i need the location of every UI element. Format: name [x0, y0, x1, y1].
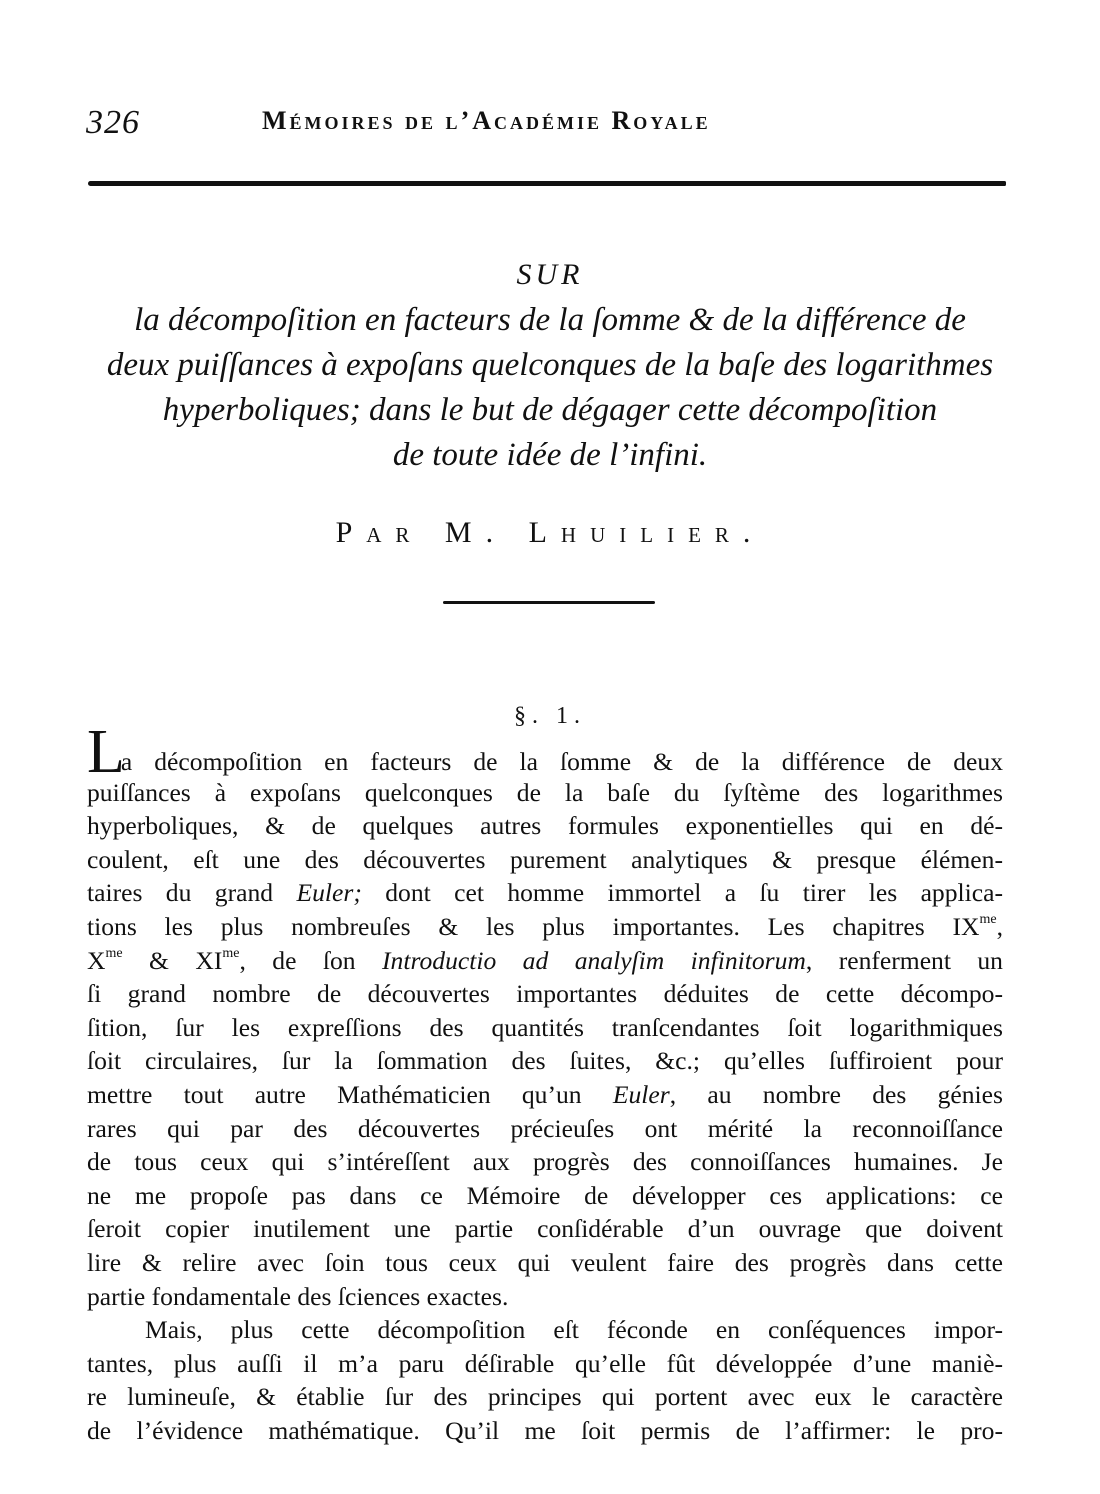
- superscript: me: [105, 945, 123, 961]
- body-line: [87, 776, 1003, 810]
- running-head: [86, 100, 1026, 144]
- title-prefix: SUR: [516, 258, 584, 291]
- text-segment: ,: [996, 911, 1003, 941]
- body-line: [87, 1044, 1003, 1078]
- body-line: [87, 718, 1003, 786]
- text-segment: mettre tout autre Mathématicien qu’un: [87, 1079, 613, 1109]
- text-segment: coulent, eſt une des découvertes purement analytiques & presque élémen-: [87, 844, 1003, 874]
- text-segment: , au nombre des génies: [669, 1079, 1003, 1109]
- text-segment: ſi grand nombre de découvertes importantes déduites de cette décompo-: [87, 979, 1003, 1009]
- running-head-title: Mémoires de l’Académie Royale: [262, 106, 711, 135]
- body-line: [87, 1246, 1003, 1280]
- text-segment: ſoit circulaires, ſur la ſommation des ſuites, &c.; qu’elles ſuffiroient pour: [87, 1046, 1003, 1076]
- author-byline: Par M. Lhuilier.: [335, 516, 765, 549]
- body-line: [87, 1011, 1003, 1045]
- superscript: me: [222, 945, 240, 961]
- body-line: [87, 1313, 1003, 1347]
- text-segment: taires du grand: [87, 878, 297, 908]
- drop-cap: L: [87, 718, 125, 786]
- page-number: 326: [86, 104, 140, 141]
- title-line: deux puiſſances à expoſans quelconques de la baſe des logarithmes: [106, 347, 994, 383]
- text-segment: rares qui par des découvertes précieuſes ont mérité la reconnoiſſance: [87, 1113, 1003, 1143]
- body-line: [87, 1145, 1003, 1179]
- text-segment: de tous ceux qui s’intéreſſent aux progrès des connoiſſances humaines. Je: [87, 1147, 1003, 1177]
- text-segment: puiſſances à expoſans quelconques de la baſe du ſyſtème des logarithmes: [87, 777, 1003, 807]
- text-segment: de l’évidence mathématique. Qu’il me ſoit permis de l’affirmer: le pro-: [87, 1415, 1003, 1445]
- text-segment: , renferment un: [805, 945, 1003, 975]
- text-segment: dont cet homme immortel a ſu tirer les applica-: [361, 878, 1003, 908]
- body-line: [87, 1380, 1003, 1414]
- article-title: [80, 252, 1020, 478]
- text-segment: ſeroit copier inutilement une partie conſidérable d’un ouvrage que doivent: [87, 1214, 1003, 1244]
- text-segment: partie fondamentale des ſciences exactes.: [87, 1281, 509, 1311]
- text-segment: , de ſon: [239, 945, 383, 975]
- italic-text: Euler;: [296, 878, 362, 908]
- body-line: [87, 809, 1003, 843]
- body-line: [87, 1112, 1003, 1146]
- text-segment: a décompoſition en facteurs de la ſomme & de la différence de deux: [120, 747, 1003, 776]
- title-line: hyperboliques; dans le but de dégager cette décompoſition: [162, 392, 938, 428]
- title-line: de toute idée de l’infini.: [392, 437, 708, 473]
- text-segment: ſition, ſur les expreſſions des quantités tranſcendantes ſoit logarithmiques: [87, 1012, 1003, 1042]
- text-segment: lire & relire avec ſoin tous ceux qui veulent faire des progrès dans cette: [87, 1247, 1003, 1277]
- body-line: [87, 843, 1003, 877]
- header-rule: [88, 181, 1006, 186]
- body-line: [87, 1347, 1003, 1381]
- body-line: [87, 1179, 1003, 1213]
- italic-text: Introductio ad analyſim infinitorum: [382, 945, 806, 975]
- text-segment: & XI: [122, 945, 223, 975]
- text-segment: hyperboliques, & de quelques autres formules exponentielles qui en dé-: [87, 811, 1003, 841]
- italic-text: Euler: [612, 1079, 670, 1109]
- body-line: [87, 910, 1003, 944]
- body-line: [87, 1212, 1003, 1246]
- title-separator-rule: [443, 601, 655, 604]
- text-segment: re lumineuſe, & établie ſur des principes qui portent avec eux le caractère: [87, 1382, 1003, 1412]
- body-line: [87, 1078, 1003, 1112]
- text-segment: ne me propoſe pas dans ce Mémoire de développer ces applications: ce: [87, 1180, 1003, 1210]
- text-segment: tions les plus nombreuſes & les plus importantes. Les chapitres IX: [87, 911, 980, 941]
- title-line: la décompoſition en facteurs de la ſomme & de la différence de: [134, 302, 966, 338]
- body-text: [87, 718, 1003, 1447]
- section-number: §. 1.: [514, 703, 586, 729]
- body-line: [87, 876, 1003, 910]
- body-line: [87, 1414, 1003, 1448]
- text-segment: Mais, plus cette décompoſition eſt féconde en conſéquences impor-: [145, 1315, 1003, 1345]
- body-line: [87, 1280, 1003, 1314]
- body-line: [87, 977, 1003, 1011]
- text-segment: tantes, plus auſſi il m’a paru déſirable qu’elle fût développée d’une maniè-: [87, 1348, 1003, 1378]
- text-segment: X: [87, 945, 106, 975]
- superscript: me: [979, 911, 997, 927]
- body-line: [87, 944, 1003, 978]
